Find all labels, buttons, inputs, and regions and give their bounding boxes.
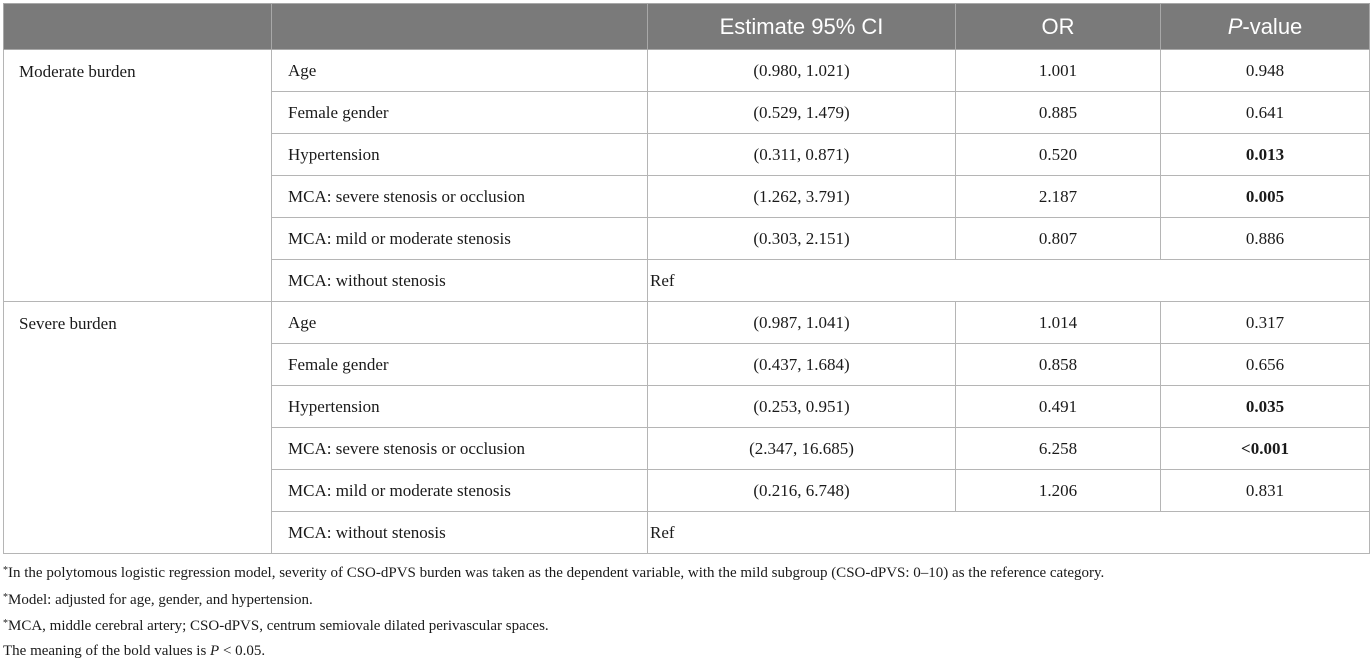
p-value-cell: 0.035 — [1161, 386, 1370, 428]
ci-cell: (0.529, 1.479) — [648, 92, 956, 134]
variable-cell: MCA: without stenosis — [272, 512, 648, 554]
header-group — [4, 4, 272, 50]
footnote-text: The meaning of the bold values is — [3, 643, 210, 659]
footnote-p-letter: P — [210, 643, 219, 659]
footnote-1 — [3, 559, 1104, 586]
variable-cell: Female gender — [272, 344, 648, 386]
p-value-cell: 0.641 — [1161, 92, 1370, 134]
header-estimate-ci: Estimate 95% CI — [648, 4, 956, 50]
or-cell: 2.187 — [956, 176, 1161, 218]
or-cell: 0.807 — [956, 218, 1161, 260]
ci-cell: (0.311, 0.871) — [648, 134, 956, 176]
variable-cell: Female gender — [272, 92, 648, 134]
header-p-suffix: -value — [1242, 14, 1302, 39]
or-cell: 1.206 — [956, 470, 1161, 512]
or-cell: 0.491 — [956, 386, 1161, 428]
ci-cell: (0.303, 2.151) — [648, 218, 956, 260]
p-value-cell: 0.656 — [1161, 344, 1370, 386]
reference-cell: Ref — [648, 260, 1370, 302]
footnote-text: In the polytomous logistic regression model, severity of CSO-dPVS burden was taken as the dependent variable, with the mild subgroup (CSO-dPVS: 0–10) as the reference category. — [8, 565, 1104, 581]
ci-cell: (0.987, 1.041) — [648, 302, 956, 344]
footnote-4 — [3, 639, 1104, 663]
p-value-cell: 0.886 — [1161, 218, 1370, 260]
group-label: Severe burden — [4, 302, 272, 554]
variable-cell: Hypertension — [272, 134, 648, 176]
p-value-cell: 0.013 — [1161, 134, 1370, 176]
header-p-value — [1161, 4, 1370, 50]
p-value-cell: 0.317 — [1161, 302, 1370, 344]
group-label: Moderate burden — [4, 50, 272, 302]
or-cell: 1.001 — [956, 50, 1161, 92]
or-cell: 0.520 — [956, 134, 1161, 176]
variable-cell: MCA: severe stenosis or occlusion — [272, 176, 648, 218]
table-body — [4, 50, 1370, 554]
footnote-marker: * — [3, 618, 8, 629]
or-cell: 0.885 — [956, 92, 1161, 134]
variable-cell: Age — [272, 302, 648, 344]
footnote-2 — [3, 586, 1104, 613]
variable-cell: MCA: mild or moderate stenosis — [272, 218, 648, 260]
variable-cell: MCA: without stenosis — [272, 260, 648, 302]
footnote-marker: * — [3, 592, 8, 603]
regression-table — [3, 3, 1370, 554]
variable-cell: Hypertension — [272, 386, 648, 428]
p-value-cell: 0.948 — [1161, 50, 1370, 92]
variable-cell: MCA: severe stenosis or occlusion — [272, 428, 648, 470]
footnotes — [3, 559, 1104, 663]
variable-cell: Age — [272, 50, 648, 92]
ci-cell: (1.262, 3.791) — [648, 176, 956, 218]
reference-cell: Ref — [648, 512, 1370, 554]
or-cell: 6.258 — [956, 428, 1161, 470]
variable-cell: MCA: mild or moderate stenosis — [272, 470, 648, 512]
p-value-cell: <0.001 — [1161, 428, 1370, 470]
header-row — [4, 4, 1370, 50]
header-p-letter: P — [1228, 14, 1243, 39]
ci-cell: (0.216, 6.748) — [648, 470, 956, 512]
footnote-marker: * — [3, 565, 8, 576]
footnote-text: Model: adjusted for age, gender, and hypertension. — [8, 592, 313, 608]
ci-cell: (2.347, 16.685) — [648, 428, 956, 470]
p-value-cell: 0.005 — [1161, 176, 1370, 218]
p-value-cell: 0.831 — [1161, 470, 1370, 512]
or-cell: 0.858 — [956, 344, 1161, 386]
or-cell: 1.014 — [956, 302, 1161, 344]
footnote-3 — [3, 612, 1104, 639]
table-row — [4, 50, 1370, 92]
footnote-text: < 0.05. — [219, 643, 265, 659]
header-or: OR — [956, 4, 1161, 50]
ci-cell: (0.980, 1.021) — [648, 50, 956, 92]
ci-cell: (0.437, 1.684) — [648, 344, 956, 386]
regression-table-container — [3, 3, 1369, 554]
footnote-text: MCA, middle cerebral artery; CSO-dPVS, centrum semiovale dilated perivascular spaces. — [8, 618, 549, 634]
ci-cell: (0.253, 0.951) — [648, 386, 956, 428]
table-row — [4, 302, 1370, 344]
header-variable — [272, 4, 648, 50]
